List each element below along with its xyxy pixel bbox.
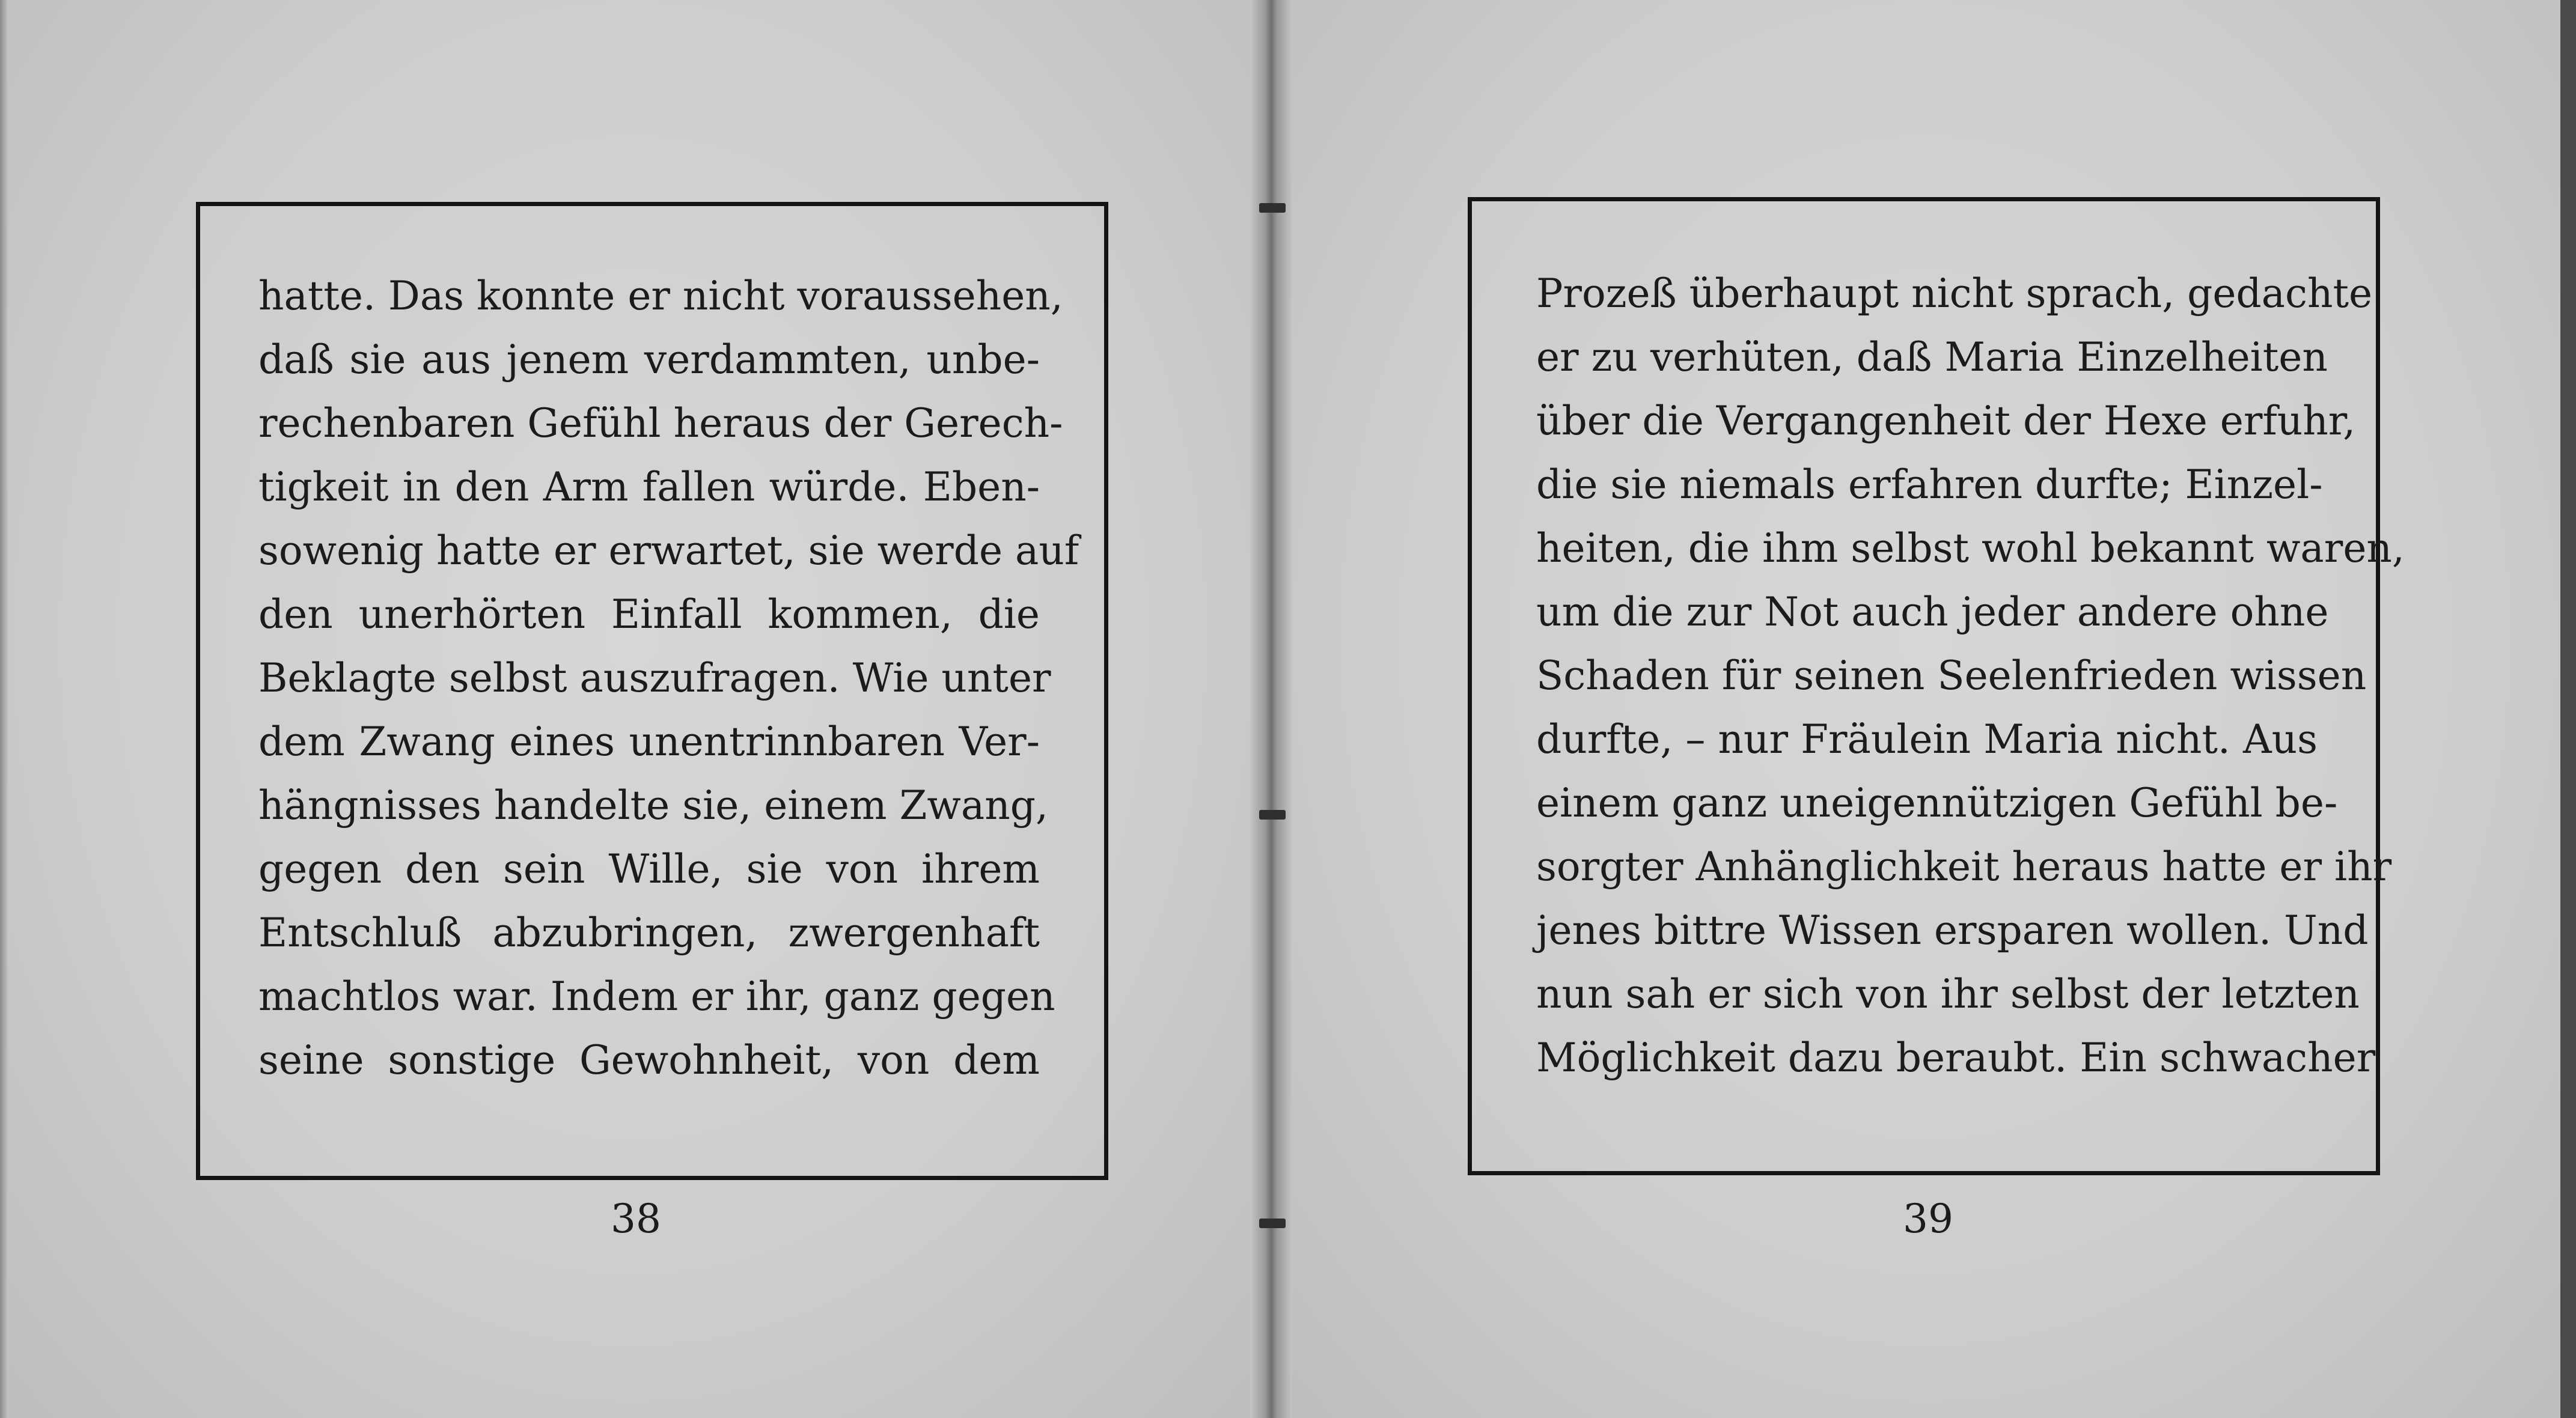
text-line: hängnisses handelte sie, einem Zwang, bbox=[258, 782, 1048, 829]
binding-staple-top bbox=[1259, 203, 1286, 213]
text-line: Prozeß überhaupt nicht sprach, gedachte bbox=[1536, 270, 2373, 317]
text-line: den unerhörten Einfall kommen, die bbox=[258, 591, 1040, 637]
page-number-left: 38 bbox=[611, 1196, 661, 1242]
binding-staple-bottom bbox=[1259, 1219, 1286, 1228]
text-line: Beklagte selbst auszufragen. Wie unter bbox=[258, 655, 1051, 701]
text-line: um die zur Not auch jeder andere ohne bbox=[1536, 589, 2329, 635]
text-line: tigkeit in den Arm fallen würde. Eben- bbox=[258, 464, 1040, 510]
text-line: nun sah er sich von ihr selbst der letzten bbox=[1536, 971, 2360, 1017]
text-line: durfte, – nur Fräulein Maria nicht. Aus bbox=[1536, 716, 2318, 762]
page-number-right: 39 bbox=[1903, 1196, 1953, 1242]
text-line: dem Zwang eines unentrinnbaren Ver- bbox=[258, 719, 1040, 765]
text-line: über die Vergangenheit der Hexe erfuhr, bbox=[1536, 398, 2356, 444]
right-page-edge bbox=[2560, 0, 2576, 1418]
text-line: Entschluß abzubringen, zwergenhaft bbox=[258, 910, 1040, 956]
text-line: die sie niemals erfahren durfte; Einzel- bbox=[1536, 461, 2323, 508]
right-page-text bbox=[1536, 262, 2405, 1090]
text-line: heiten, die ihm selbst wohl bekannt waren, bbox=[1536, 525, 2405, 571]
text-line: sowenig hatte er erwartet, sie werde auf bbox=[258, 528, 1079, 574]
text-line: jenes bittre Wissen ersparen wollen. Und bbox=[1536, 907, 2369, 954]
left-page-edge bbox=[0, 0, 8, 1418]
book-gutter bbox=[1250, 0, 1292, 1418]
left-page-text bbox=[258, 264, 1079, 1092]
text-line: einem ganz uneigennützigen Gefühl be- bbox=[1536, 780, 2338, 826]
binding-staple-middle bbox=[1259, 810, 1286, 820]
text-line: er zu verhüten, daß Maria Einzelheiten bbox=[1536, 334, 2328, 380]
text-line: seine sonstige Gewohnheit, von dem bbox=[258, 1037, 1040, 1083]
text-line: Möglichkeit dazu beraubt. Ein schwacher bbox=[1536, 1035, 2376, 1081]
text-line: machtlos war. Indem er ihr, ganz gegen bbox=[258, 973, 1055, 1020]
text-line: Schaden für seinen Seelenfrieden wissen bbox=[1536, 653, 2367, 699]
text-line: sorgter Anhänglichkeit heraus hatte er ihr bbox=[1536, 844, 2392, 890]
text-line: daß sie aus jenem verdammten, unbe- bbox=[258, 336, 1040, 383]
text-line: rechenbaren Gefühl heraus der Gerech- bbox=[258, 400, 1063, 446]
text-line: gegen den sein Wille, sie von ihrem bbox=[258, 846, 1040, 892]
text-line: hatte. Das konnte er nicht voraussehen, bbox=[258, 273, 1063, 319]
